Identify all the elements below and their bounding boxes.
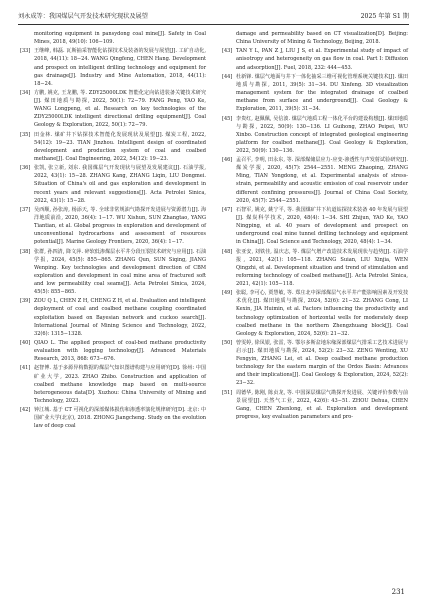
reference-text: 田金林. 煤矿井下钻探技术智能化发展现状及展望[J]. 煤炭工程, 2022, 54(12): 19−23. TIAN Jinzhou. Intelligent design of coordinated development and production system of coal and coalbed methane[J]. Coal Engineering, 2022, 54(12): 19−23. (34, 131, 206, 162)
reference-entry (20, 248, 206, 297)
reference-entry (222, 339, 408, 388)
reference-entry (222, 30, 408, 46)
reference-number: [47] (222, 206, 233, 213)
reference-text: 吴西顺, 孙张涛, 杨添天, 等. 全球非常规油气勘探开发进展与资源潜力[J]. 海洋地质前沿, 2020, 36(4): 1−17. WU Xishun, SUN Zhangtao, YANG Tiantian, et al. Global progress in exploration and development of unconventional hydrocarbons and assessment of resources potential[J]. Marine Geology Frontiers, 2020, 36(4): 1−17. (34, 206, 206, 246)
reference-text: QIAO L. The applied prospect of coal-bed methane productivity evaluation with logging technology[J]. Advanced Materials Research, 2013, 868: 673−676. (34, 339, 206, 363)
reference-text: 周德华, 陈刚, 陈贞龙, 等. 中国深层煤层气勘探开发进展、关键评价参数与前景展望[J]. 天然气工业, 2022, 42(6): 43−51. ZHOU Dehua, CHEN Gang, CHEN Zhenlong, et al. Exploration and development progress, key evaluation parameters and pro- (236, 389, 408, 420)
reference-entry (20, 339, 206, 363)
reference-text: 钟江城. 基于 CT 可视化的深部煤体损伤和渗透率演化规律研究[D]. 北京: 中国矿业大学(北京), 2018. ZHONG Jiangcheng. Study on the evolution law of deep coal (34, 407, 206, 430)
reference-number: [44] (222, 73, 233, 80)
page-number: 231 (391, 588, 405, 596)
reference-number: [42] (20, 407, 31, 414)
reference-number: [33] (20, 48, 31, 55)
reference-text: monitoring equipment in pansydong coal mine[J]. Safety in Coal Mines, 2018, 49(10): 106−109. (34, 31, 206, 46)
reference-entry (222, 47, 408, 71)
reference-text: 石智军, 姚克, 姚宁平, 等. 我国煤矿井下坑道钻探技术装备 40 年发展与展望[J]. 煤炭科学技术, 2020, 48(4): 1−34. SHI Zhijun, YAO Ke, YAO Ningping, et al. 40 years of development and prospect on underground coal mine tunnel drilling technology and equipment in China[J]. Coal Science and Technology, 2020, 48(4): 1−34. (236, 206, 408, 246)
reference-entry (222, 248, 408, 288)
reference-entry (222, 389, 408, 421)
reference-entry (20, 297, 206, 337)
header-rule (18, 24, 409, 25)
reference-text: 杜新锋. 煤层气地面与井下一体化抽采三维可视化管理系统关键技术[J]. 煤田地质与勘探, 2011, 39(5): 31−34. DU Xinfeng. 3D visualization management system for the integrated drainage of coalbed methane from surface and underground[J]. Coal Geology & Exploration, 2011, 39(5): 31−34. (236, 73, 408, 113)
reference-text: TAN Y L, PAN Z J, LIU J S, et al. Experimental study of impact of anisotropy and heterogeneity on gas flow in coal. Part I: Diffusion and adsorption[J]. Fuel, 2018, 232: 444−453. (236, 48, 408, 71)
reference-entry (222, 156, 408, 205)
reference-entry (20, 364, 206, 404)
reference-entry (20, 206, 206, 246)
reference-number: [51] (222, 389, 233, 396)
reference-number: [50] (222, 339, 233, 346)
reference-number: [49] (222, 290, 233, 297)
reference-text: 张聪, 李可心, 贾慧敏, 等. 郑庄北中深部煤层气水平井产能影响因素及开发技术优化[J]. 煤田地质与勘探, 2024, 52(6): 21−32. ZHANG Cong, LI Kexin, JIA Huimin, et al. Factors influencing the productivity and technology optimization of horizontal wells for moderately deep coalbed methane in the northern Zhengzhuang block[J]. Coal Geology & Exploration, 2024, 52(6): 21−32. (236, 290, 408, 337)
reference-number: [38] (20, 248, 31, 255)
reference-number: [40] (20, 339, 31, 346)
reference-text: 李贵红, 赵佩佩, 吴信波. 煤层气地质工程一体化平台的建设构想[J]. 煤田地质与勘探, 2022, 50(9): 130−136. LI Guihong, ZHAO Peipei, WU Xinbo. Construction concept of integrated geological engineering platform for coalbed methane[J]. Coal Geology & Exploration, 2022, 50(9): 130−136. (236, 115, 408, 154)
left-reference-column (20, 30, 206, 432)
reference-number: [45] (222, 115, 233, 122)
reference-entry (222, 115, 408, 155)
header-issue-label: 2025 年第 S1 期 (360, 13, 409, 20)
reference-entry (20, 131, 206, 163)
reference-entry (20, 406, 206, 430)
reference-number: [34] (20, 90, 31, 97)
reference-text: 孟召平, 李明, 田永东, 等. 深部煤储层应力-应变-渗透性与声发射试验研究[J]. 煤炭学报, 2020, 45(7): 2544−2551. MENG Zhaoping, ZHANG Ming, TIAN Yongdong, et al. Experimental analysis of stress-strain, permeability and acoustic emission of coal reservoir under different confining pressures[J]. Journal of China Coal Society, 2020, 45(7): 2544−2551. (236, 157, 408, 204)
reference-entry (20, 89, 206, 129)
reference-text: 曾雯婷, 徐凤银, 张雷, 等. 鄂尔多斯盆地东缘深部煤层气排采工艺技术进展与启示[J]. 煤田地质与勘探, 2024, 52(2): 23−32. ZENG Wenting, XU Fengyin, ZHANG Lei, et al. Deep coalbed methane production technology for the eastern margin of the Ordos Basin: Advances and their implications[J]. Coal Geology & Exploration, 2024, 52(2): 23−32. (236, 339, 408, 387)
reference-entry (222, 73, 408, 113)
right-reference-column (222, 30, 408, 422)
reference-text: 王继峰, 韩磊. 瓦斯抽采智能化钻探技术及装备的发展与展望[J]. 工矿自动化, 2018, 44(11): 18−24. WANG Qingfeng, CHEN Hang. Development and prospect on intelligent drilling technology and equipment for gas drainage[J]. Industry and Mine Automation, 2018, 44(11): 18−24. (34, 48, 206, 87)
reference-text: 方鹏, 姚克, 王龙鹏, 等. ZDY25000LDK 智能化定向钻进装备关键技术研究[J]. 煤田地质与勘探, 2022, 50(1): 72−79. FANG Peng, YAO Ke, WANG Longpeng, et al. Research on key technologies of the ZDY25000LDK intelligent directional drilling equipment[J]. Coal Geology & Exploration, 2022, 50(1): 72−79. (34, 90, 206, 129)
header-article-title: 刘永成等：我国煤层气开发技术研究现状及展望 (18, 13, 148, 20)
reference-text: 张群, 孙四清, 降文萍. 碎软低渗煤层水平井分段压裂技术研究与应用[J]. 石油学报, 2024, 45(5): 855−865. ZHANG Qun, SUN Siqing, JIANG Wenping. Key technologies and development direction of CBM exploration and development in coal mine area of fractured soft and low permeability coal seams[J]. Acta Petrolei Sinica, 2024, 45(5): 855−865. (34, 248, 206, 296)
reference-number: [36] (20, 165, 31, 172)
reference-text: damage and permeability based on CT visualization[D]. Beijing: China University of Mining & Technology, Beijing, 2018. (236, 31, 408, 46)
reference-text: 赵智博. 基于多源异构数据的煤层气知识图谱构建与应用研究[D]. 徐州: 中国矿业大学, 2023. ZHAO Zhibo. Construction and application of coalbed methane knowledge map based on multi-source heterogeneous data[D]. Xuzhou: China University of Mining and Technology, 2023. (34, 365, 206, 404)
reference-entry (20, 30, 206, 46)
reference-number: [37] (20, 206, 31, 213)
reference-entry (20, 47, 206, 87)
reference-text: 张亚安, 刘铁佳, 温庆志, 等. 煤层气增产改造技术发展现状与趋势[J]. 石油学报, 2021, 42(1): 105−118. ZHANG Suian, LIU Xinjia, WEN Qingzhi, et al. Development situation and trend of stimulation and reforming technology of coalbed methane[J]. Acta Petrolei Sinica, 2021, 42(1): 105−118. (236, 248, 408, 287)
reference-number: [35] (20, 131, 31, 138)
reference-entry (222, 206, 408, 246)
reference-entry (222, 289, 408, 338)
reference-entry (20, 164, 206, 204)
reference-number: [39] (20, 298, 31, 305)
reference-text: ZOU Q L, CHEN Z H, CHENG Z H, et al. Evaluation and intelligent deployment of coal and coalbed methane coupling coordinated exploitation based on Bayesian network and cuckoo search[J]. International Journal of Mining Science and Technology, 2022, 32(6): 1315−1328. (34, 298, 206, 337)
reference-number: [46] (222, 157, 233, 164)
reference-number: [41] (20, 365, 31, 372)
reference-number: [48] (222, 248, 233, 255)
running-header (18, 10, 409, 24)
reference-text: 张凯, 张立新, 刘东. 我国煤层气开发现状与展望及发展建议[J]. 石油学报, 2022, 43(1): 15−28. ZHANG Kang, ZHANG Liqin, LIU Dongmei. Situation of China's oil and gas exploration and development in recent years and relevant suggestions[J]. Acta Petrolei Sinica, 2022, 43(1): 15−28. (34, 165, 206, 204)
reference-number: [43] (222, 48, 233, 55)
